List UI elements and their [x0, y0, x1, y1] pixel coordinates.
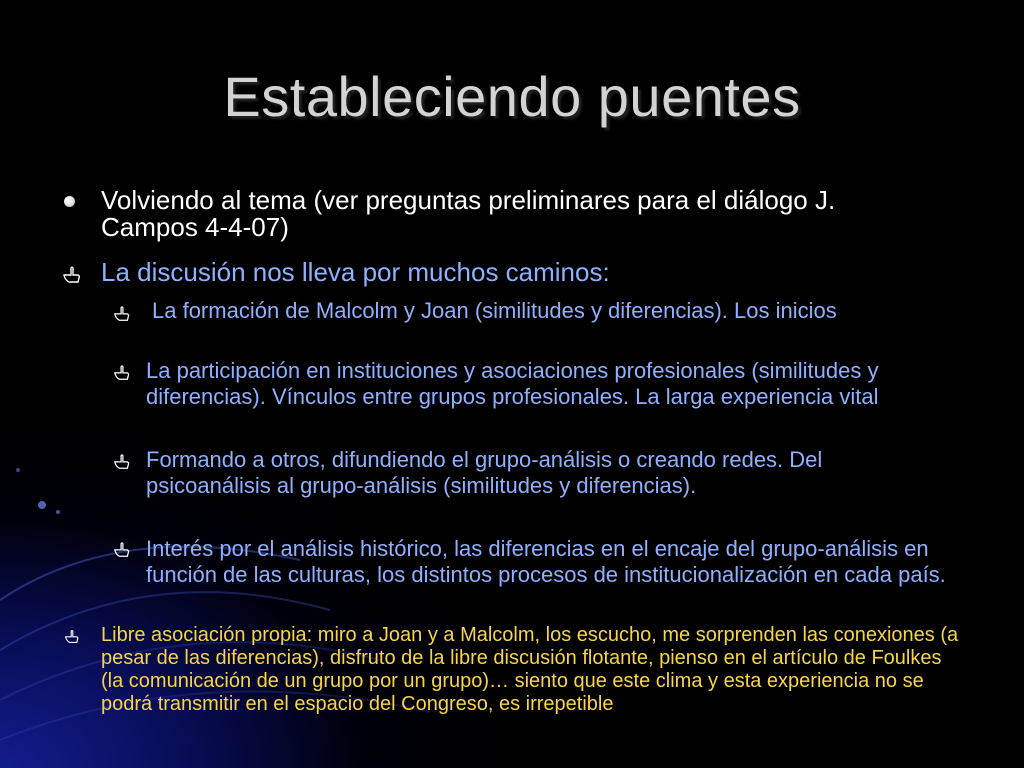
round-bullet-icon	[64, 196, 75, 207]
pointing-hand-icon	[62, 264, 82, 284]
pointing-hand-icon	[113, 540, 131, 558]
slide-title: Estableciendo puentes	[223, 65, 801, 128]
pointing-hand-icon	[113, 363, 131, 381]
bullet-text: La discusión nos lleva por muchos caminos:	[101, 257, 610, 287]
bullet-text: Formando a otros, difundiendo el grupo-análisis o creando redes. Del psicoanálisis al grupo-análisis (similitudes y diferencias).	[146, 447, 823, 498]
bullet-text: Volviendo al tema (ver preguntas preliminares para el diálogo J. Campos 4-4-07)	[101, 185, 836, 242]
pointing-hand-icon	[113, 304, 131, 322]
bullet-text: Libre asociación propia: miro a Joan y a Malcolm, los escucho, me sorprenden las conexiones (a pesar de las diferencias), disfruto de la libre discusión flotante, pienso en el artículo de Foulkes (la comunicación de un grupo por un grupo)… siento que este clima y esta experiencia no se podrá transmitir en el espacio del Congreso, es irrepetible	[101, 624, 959, 715]
pointing-hand-icon	[64, 628, 80, 644]
bullet-text: Interés por el análisis histórico, las diferencias en el encaje del grupo-análisis en función de las culturas, los distintos procesos de institucionalización en cada país.	[146, 536, 946, 587]
bullet-text: La formación de Malcolm y Joan (similitudes y diferencias). Los inicios	[152, 298, 837, 323]
bullet-text: La participación en instituciones y asociaciones profesionales (similitudes y diferencias). Vínculos entre grupos profesionales. La larga experiencia vital	[146, 358, 879, 409]
pointing-hand-icon	[113, 452, 131, 470]
